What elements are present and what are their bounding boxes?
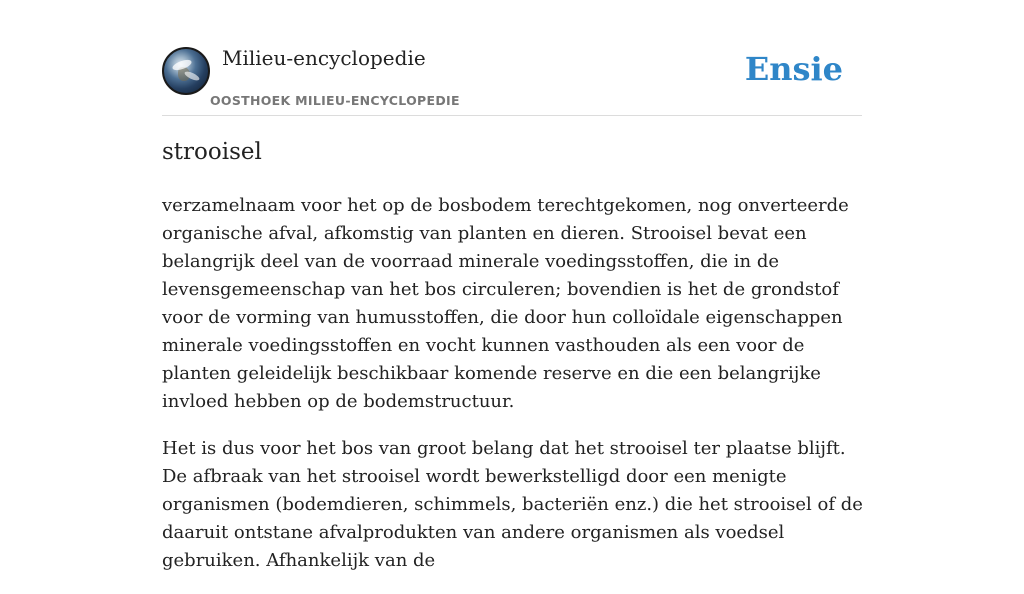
- site-subtitle[interactable]: OOSTHOEK MILIEU-ENCYCLOPEDIE: [210, 93, 460, 108]
- site-header: [162, 46, 862, 116]
- earth-globe-icon[interactable]: [162, 47, 210, 95]
- brand-logo-link[interactable]: Ensie: [744, 50, 843, 88]
- article-paragraph: Het is dus voor het bos van groot belang dat het strooisel ter plaatse blijft. De afbraak van het strooisel wordt bewerkstelligd door een menigte organismen (bodemdieren, schimmels, bacteriën enz.) die het strooisel of de daaruit ontstane afvalprodukten van andere organismen als voedsel gebruiken. Afhankelijk van de: [162, 438, 863, 571]
- article-body: [162, 192, 868, 594]
- site-name[interactable]: Milieu-encyclopedie: [222, 46, 426, 70]
- article-paragraph: verzamelnaam voor het op de bosbodem terechtgekomen, nog onverteerde organische afval, afkomstig van planten en dieren. Strooisel bevat een belangrijk deel van de voorraad minerale voedingsstoffen, die in de levensgemeenschap van het bos circuleren; bovendien is het de grondstof voor de vorming van humusstoffen, die door hun colloïdale eigenschappen minerale voedingsstoffen en vocht kunnen vasthouden als een voor de planten geleidelijk beschikbaar komende reserve en die een belangrijke invloed hebben op de bodemstructuur.: [162, 195, 849, 412]
- article-title: strooisel: [162, 139, 262, 165]
